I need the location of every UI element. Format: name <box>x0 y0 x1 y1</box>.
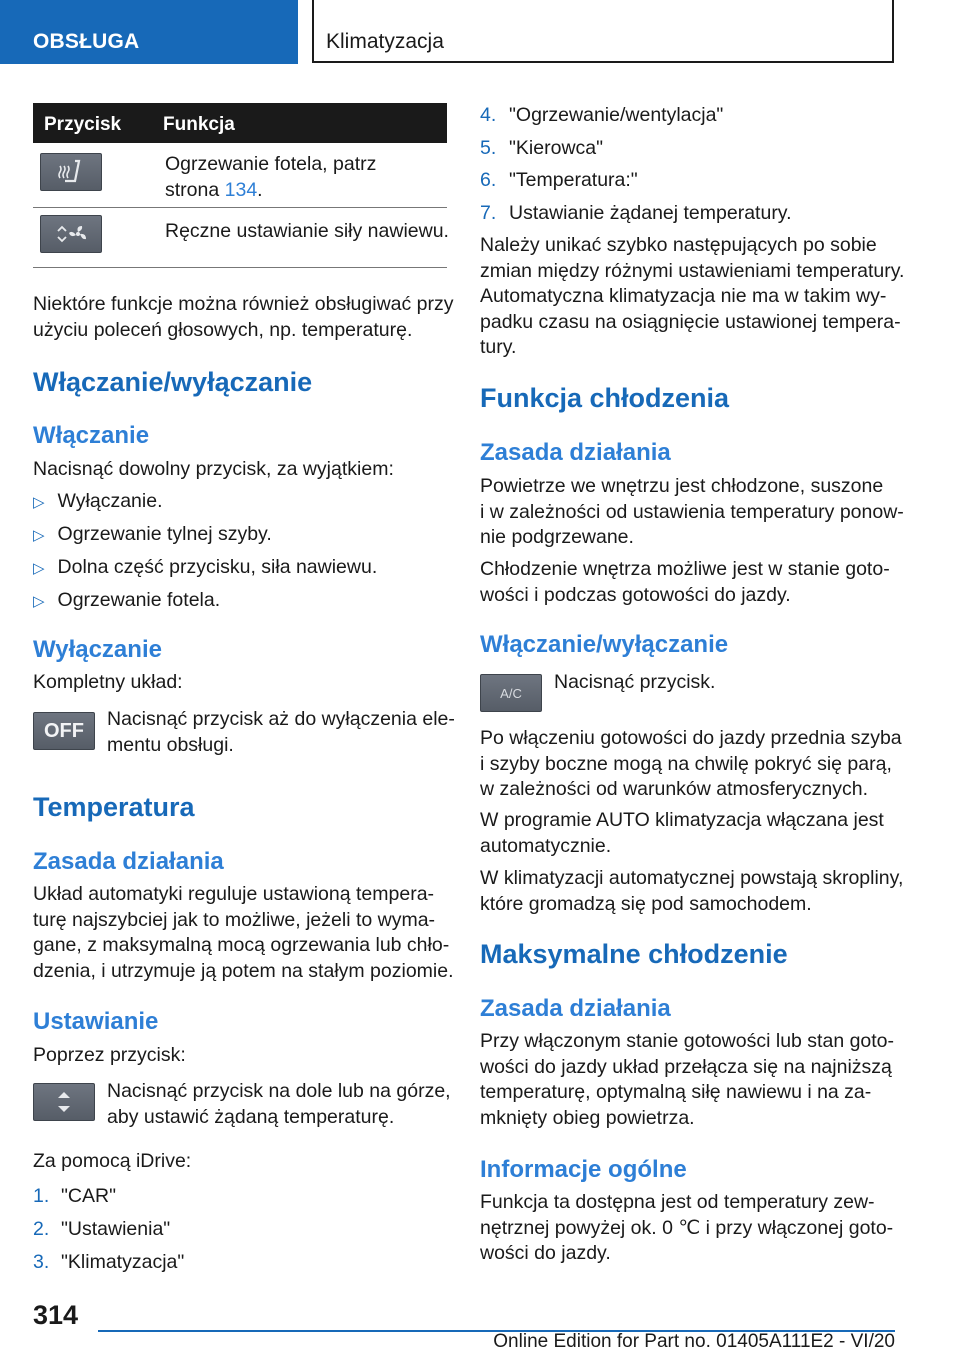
step-item: 3. "Klimatyzacja" <box>33 1251 185 1273</box>
seat-heating-button <box>40 153 102 191</box>
fog-paragraph: Po włączeniu gotowości do jazdy przednia szyba i szyby boczne mogą na chwilę pokryć się parą, w zależności od warunków atmosferycznych. <box>480 727 902 800</box>
ac-instruction: Nacisnąć przycisk. <box>554 671 716 693</box>
heading-on-off: Włączanie/wyłączanie <box>33 367 313 397</box>
fan-speed-icon <box>51 221 91 247</box>
heading-principle-max: Zasada działania <box>480 995 671 1022</box>
ac-button: A/C <box>480 674 542 712</box>
table-header <box>33 103 447 143</box>
cooling-paragraph: Powietrze we wnętrzu jest chłodzone, suszone i w zależności od ustawienia temperatury ponow- nie podgrzewane. <box>480 475 904 548</box>
triangle-bullet-icon: ▷ <box>33 494 45 511</box>
heading-on-off-cooling: Włączanie/wyłączanie <box>480 631 729 658</box>
avoid-paragraph: Należy unikać szybko następujących po sobie zmian między różnymi ustawieniami temperatury. Automatyczna klimatyzacja nie ma w takim wy- padku czasu na osiągnięcie ustawionej tempera- tury. <box>480 234 905 358</box>
heading-setting: Ustawianie <box>33 1008 159 1035</box>
table-divider <box>33 207 447 208</box>
section-label: OBSŁUGA <box>33 30 140 53</box>
condensate-paragraph: W klimatyzacji automatycznej powstają skropliny, które gromadzą się pod samochodem. <box>480 867 904 915</box>
list-item: ▷ Ogrzewanie tylnej szyby. <box>33 523 272 545</box>
exception-list <box>33 489 377 621</box>
on-text: Nacisnąć dowolny przycisk, za wyjątkiem: <box>33 458 394 480</box>
temperature-paragraph: Układ automatyki reguluje ustawioną tempera- turę najszybciej jak to możliwe, jeżeli to wyma- gane, z maksymalną mocą ogrzewania lub chło- dzenia, i utrzymuje ją potem na stałym poziomie. <box>33 883 454 982</box>
step-item: 5. "Kierowca" <box>480 136 604 159</box>
heading-principle: Zasada działania <box>33 848 224 875</box>
heading-off: Wyłączanie <box>33 636 162 663</box>
cooling-availability: Chłodzenie wnętrza możliwe jest w stanie goto- wości i podczas gotowości do jazdy. <box>480 558 890 606</box>
list-item: ▷ Wyłączanie. <box>33 490 163 512</box>
off-button: OFF <box>33 712 95 750</box>
up-down-arrows-icon <box>49 1087 79 1117</box>
set-instruction: Nacisnąć przycisk na dole lub na górze, aby ustawić żądaną temperaturę. <box>107 1080 451 1128</box>
idrive-steps-2 <box>480 103 792 233</box>
off-text: Kompletny układ: <box>33 671 183 693</box>
step-item: 7. Ustawianie żądanej temperatury. <box>480 201 792 224</box>
table-col-button: Przycisk <box>44 114 122 135</box>
auto-paragraph: W programie AUTO klimatyzacja włączana jest automatycznie. <box>480 809 884 857</box>
intro-paragraph: Niektóre funkcje można również obsługiwać przy użyciu poleceń głosowych, np. temperaturę. <box>33 293 454 341</box>
step-item: 2. "Ustawienia" <box>33 1218 171 1240</box>
chapter-header <box>312 0 894 63</box>
general-info-paragraph: Funkcja ta dostępna jest od temperatury zew- nętrznej powyżej ok. 0 ℃ i przy włączonej goto- wości do jazdy. <box>480 1191 894 1264</box>
idrive-text: Za pomocą iDrive: <box>33 1150 192 1172</box>
seat-heating-icon <box>51 157 91 187</box>
temperature-button <box>33 1083 95 1121</box>
step-item: 6. "Temperatura:" <box>480 169 638 191</box>
triangle-bullet-icon: ▷ <box>33 527 45 544</box>
step-item: 4. "Ogrzewanie/wentylacja" <box>480 104 724 126</box>
heading-on: Włączanie <box>33 422 150 449</box>
section-tab <box>0 0 298 64</box>
heading-temperature: Temperatura <box>33 792 195 822</box>
triangle-bullet-icon: ▷ <box>33 593 45 610</box>
page-number: 314 <box>33 1300 79 1330</box>
fan-speed-button <box>40 215 102 253</box>
triangle-bullet-icon: ▷ <box>33 560 45 577</box>
off-instruction: Nacisnąć przycisk aż do wyłączenia ele- mentu obsługi. <box>107 708 455 756</box>
heading-cooling: Funkcja chłodzenia <box>480 383 730 413</box>
table-row-2-text: Ręczne ustawianie siły nawiewu. <box>165 220 449 242</box>
list-item: ▷ Dolna część przycisku, siła nawiewu. <box>33 556 378 578</box>
page-link-134[interactable]: 134 <box>224 178 258 201</box>
max-cooling-paragraph: Przy włączonym stanie gotowości lub stan goto- wości do jazdy układ przełącza się na najniższą temperaturę, optymalną siłę nawiewu i na za- mknięty obieg powietrza. <box>480 1030 895 1129</box>
table-col-function: Funkcja <box>163 114 235 135</box>
heading-max-cooling: Maksymalne chłodzenie <box>480 939 788 969</box>
heading-general-info: Informacje ogólne <box>480 1156 687 1183</box>
table-row-1-text: Ogrzewanie fotela, patrz strona 134. <box>165 153 377 201</box>
step-item: 1. "CAR" <box>33 1185 117 1207</box>
set-text: Poprzez przycisk: <box>33 1044 186 1066</box>
table-bottom-line <box>33 267 447 268</box>
chapter-title: Klimatyzacja <box>326 30 444 53</box>
footer-edition: Online Edition for Part no. 01405A111E2 - VI/20 <box>493 1331 895 1352</box>
idrive-steps-1 <box>33 1184 184 1283</box>
list-item: ▷ Ogrzewanie fotela. <box>33 589 221 611</box>
heading-principle-cooling: Zasada działania <box>480 439 671 466</box>
